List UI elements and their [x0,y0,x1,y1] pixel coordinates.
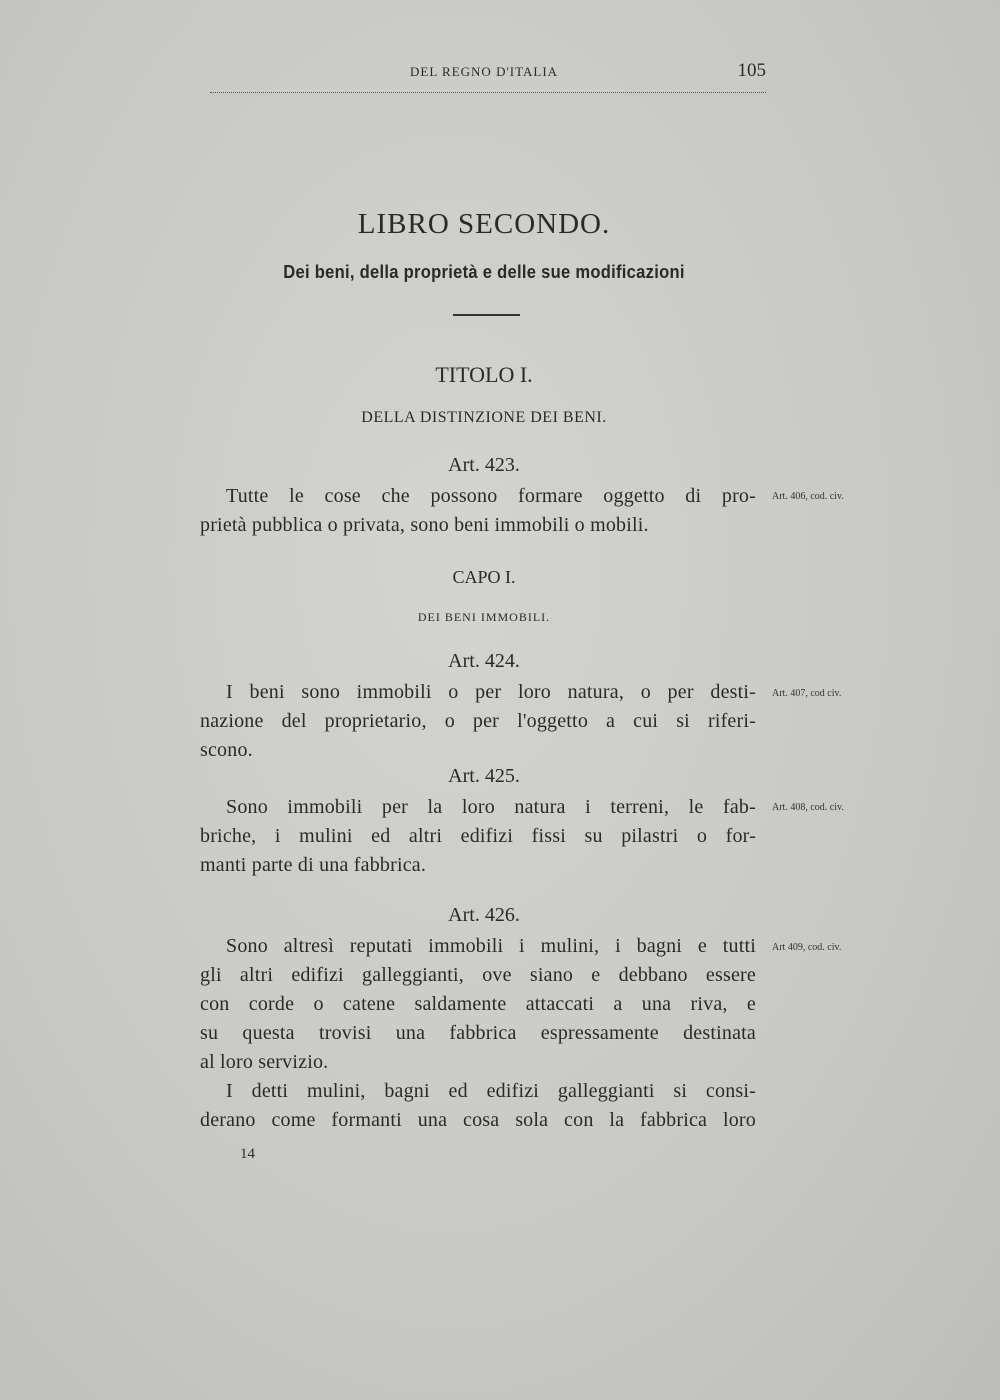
book-subtitle: Dei beni, della proprietà e delle sue modificazioni [283,262,685,282]
title-divider [453,314,520,316]
article-line: prietà pubblica o privata, sono beni immobili o mobili. [200,514,649,536]
article-line: gli altri edifizi galleggianti, ove siano e debbano essere [200,964,756,986]
book-title: LIBRO SECONDO. [357,208,611,240]
signature-mark: 14 [240,1146,255,1162]
article-heading: Art. 426. [448,904,520,926]
margin-note: Art 409, cod. civ. [772,942,842,953]
margin-note: Art. 407, cod civ. [772,688,842,699]
running-header [210,58,766,93]
page-number: 105 [737,60,766,81]
article-line: Tutte le cose che possono formare oggetto di pro- [226,485,756,507]
article-line: briche, i mulini ed altri edifizi fissi su pilastri o for- [200,825,756,847]
article-text [200,678,756,765]
article-line: nazione del proprietario, o per l'oggetto a cui si riferi- [200,710,756,732]
titolo-heading: TITOLO I. [435,362,533,387]
article-heading: Art. 425. [448,765,520,787]
article-text [200,793,756,880]
capo-subtitle: DEI BENI IMMOBILI. [417,610,551,624]
margin-note: Art. 406, cod. civ. [772,491,844,502]
article-heading: Art. 423. [448,454,520,476]
article-line: I beni sono immobili o per loro natura, o per desti- [226,681,756,703]
margin-note: Art. 408, cod. civ. [772,802,844,813]
article-text [200,932,756,1135]
running-title: DEL REGNO D'ITALIA [410,64,559,79]
article-line: manti parte di una fabbrica. [200,854,427,876]
article-line: Sono immobili per la loro natura i terreni, le fab- [226,796,756,818]
article-line: derano come formanti una cosa sola con la fabbrica loro [200,1109,756,1131]
article-line: I detti mulini, bagni ed edifizi galleggianti si consi- [226,1080,756,1102]
article-line: Sono altresì reputati immobili i mulini, i bagni e tutti [226,935,756,957]
capo-heading: CAPO I. [452,567,516,587]
article-line: su questa trovisi una fabbrica espressamente destinata [200,1022,756,1044]
article-line: al loro servizio. [200,1051,329,1073]
article-line: con corde o catene saldamente attaccati a una riva, e [200,993,756,1015]
titolo-subtitle: DELLA DISTINZIONE DEI BENI. [361,409,607,426]
article-heading: Art. 424. [448,650,520,672]
article-text [200,482,756,540]
article-line: scono. [200,739,253,761]
